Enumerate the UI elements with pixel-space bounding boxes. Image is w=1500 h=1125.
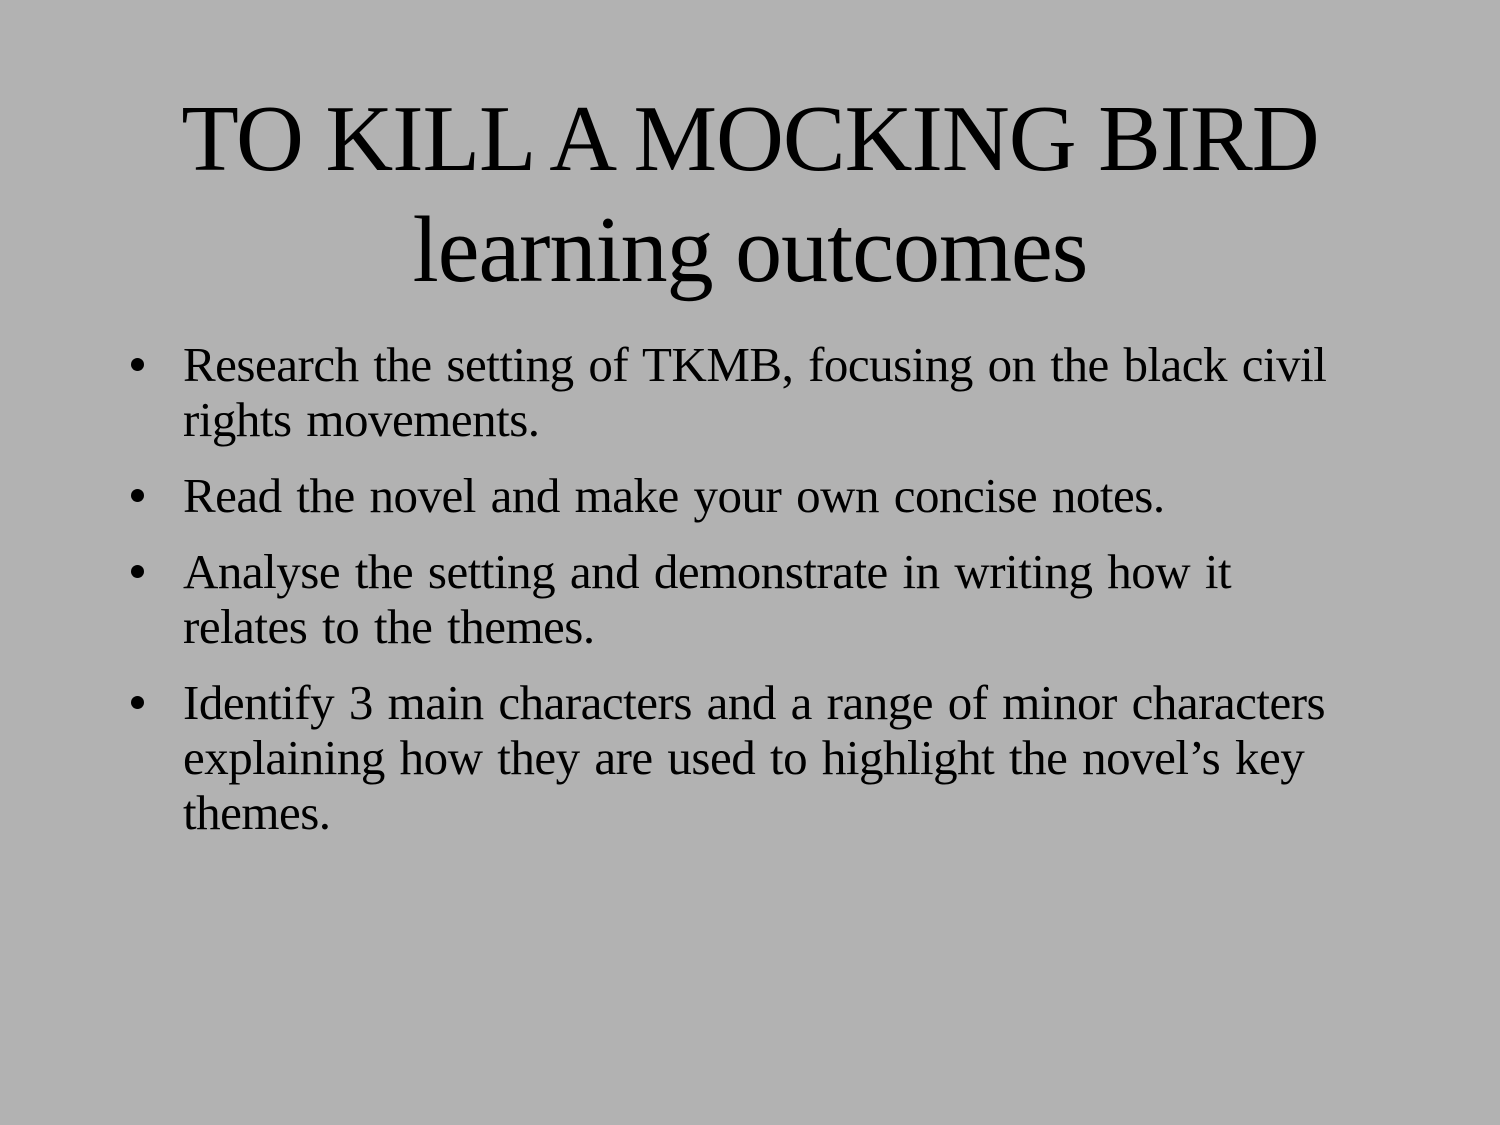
bullet-line: themes. <box>183 785 331 840</box>
bullet-text <box>183 337 1326 447</box>
bullet-line: Read the novel and make your own concise notes. <box>183 468 1165 523</box>
bullet-text <box>183 544 1231 654</box>
bullet-icon <box>131 358 144 371</box>
list-item-identify <box>131 675 1411 840</box>
list-item-read <box>131 468 1411 523</box>
bullet-line: Analyse the setting and demonstrate in writing how it <box>183 544 1232 599</box>
bullet-line: relates to the themes. <box>183 599 595 654</box>
bullet-line: explaining how they are used to highlight the novel’s key <box>183 730 1305 785</box>
bullet-icon <box>131 489 144 502</box>
bullet-icon <box>131 696 144 709</box>
bullet-icon <box>131 565 144 578</box>
bullet-text <box>183 468 1165 523</box>
slide-title-line-1: TO KILL A MOCKING BIRD <box>181 87 1319 191</box>
slide-title-line-2: learning outcomes <box>412 198 1088 302</box>
list-item-research <box>131 337 1411 447</box>
slide-title <box>0 84 1500 306</box>
list-item-analyse <box>131 544 1411 654</box>
bullet-line: Identify 3 main characters and a range of minor characters <box>183 675 1326 730</box>
bullet-text <box>183 675 1325 840</box>
bullet-line: rights movements. <box>183 392 540 447</box>
bullet-list <box>131 337 1411 861</box>
bullet-line: Research the setting of TKMB, focusing on the black civil <box>183 337 1327 392</box>
